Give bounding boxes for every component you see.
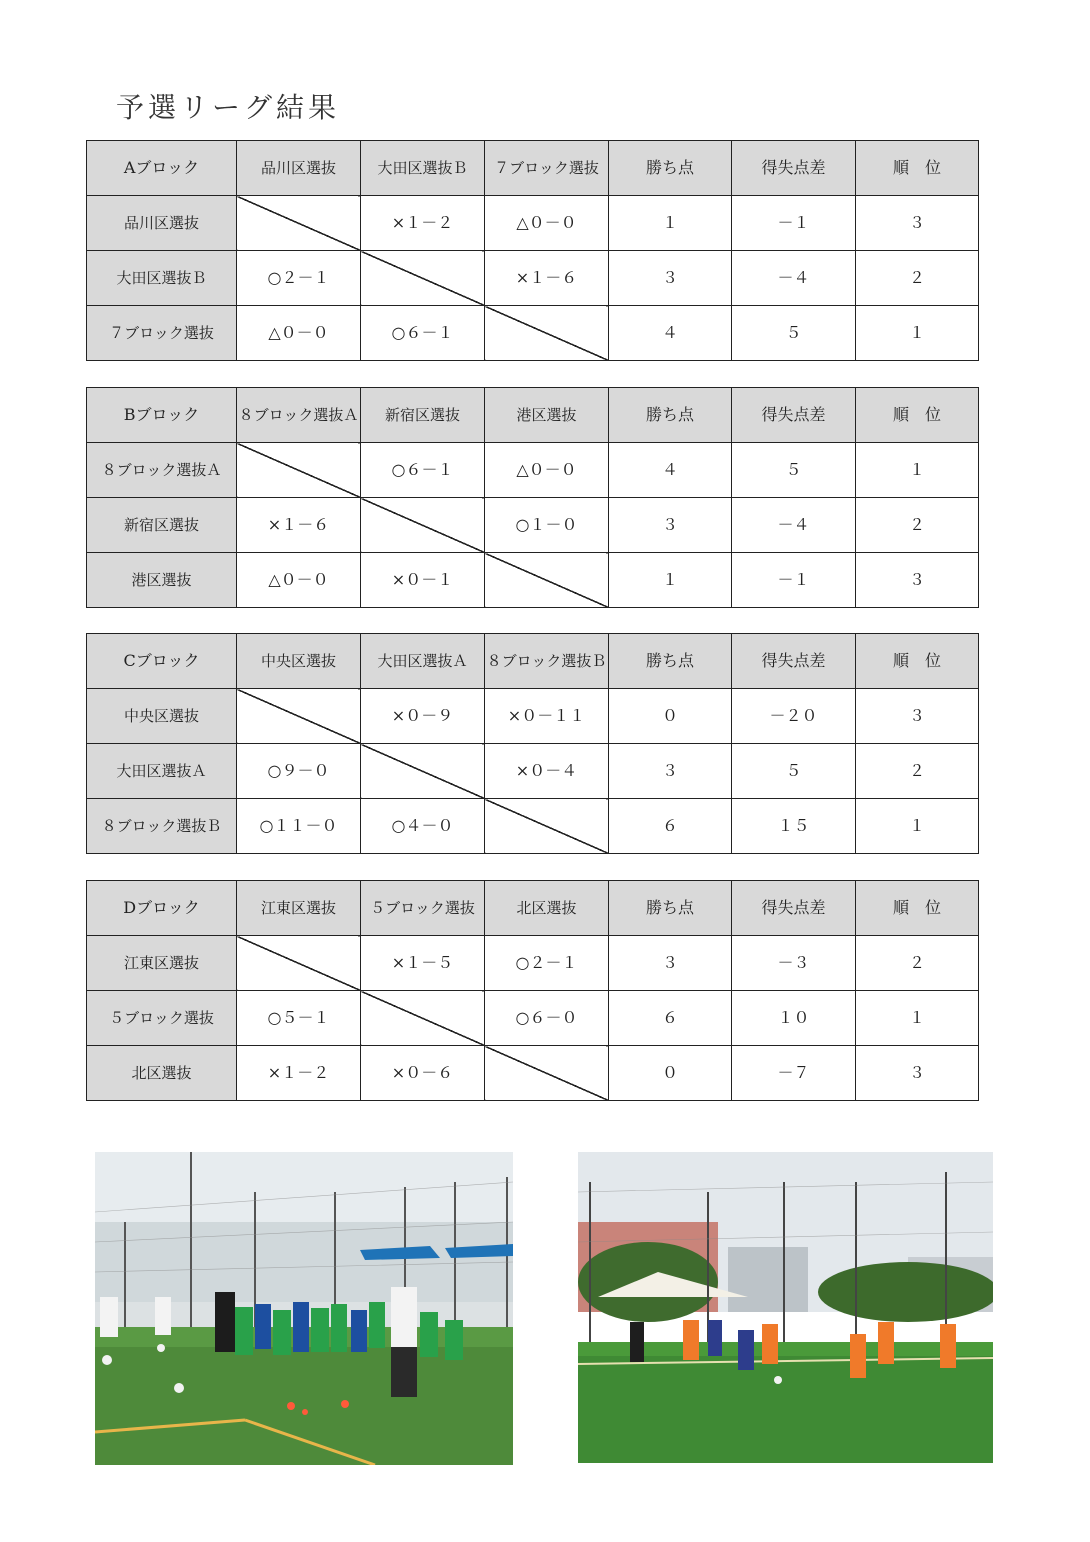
points-cell: ３: [609, 744, 732, 799]
stat-header: 勝ち点: [609, 634, 732, 689]
rank-cell: ３: [856, 1046, 979, 1101]
goal-diff-cell: －４: [732, 251, 856, 306]
table-row: [87, 443, 979, 498]
match-result: ×１－６: [485, 251, 609, 306]
rank-cell: ２: [856, 251, 979, 306]
goal-diff-cell: ５: [732, 443, 856, 498]
match-result: ○９－０: [237, 744, 361, 799]
self-match-cell: [361, 251, 485, 306]
goal-diff-cell: －７: [732, 1046, 856, 1101]
match-result: ○４－０: [361, 799, 485, 854]
match-result: ×０－６: [361, 1046, 485, 1101]
rank-cell: ２: [856, 936, 979, 991]
opponent-header: 新宿区選抜: [361, 388, 485, 443]
table-row: [87, 196, 979, 251]
points-cell: ３: [609, 498, 732, 553]
points-cell: ３: [609, 251, 732, 306]
stat-header: 順 位: [856, 388, 979, 443]
block-name: Cブロック: [87, 634, 237, 689]
opponent-header: 江東区選抜: [237, 881, 361, 936]
opponent-header: 中央区選抜: [237, 634, 361, 689]
block-table: [86, 633, 979, 854]
goal-diff-cell: －３: [732, 936, 856, 991]
rank-cell: ３: [856, 196, 979, 251]
self-match-cell: [361, 991, 485, 1046]
goal-diff-cell: １０: [732, 991, 856, 1046]
match-result: ×１－２: [237, 1046, 361, 1101]
opponent-header: ８ブロック選抜Ｂ: [485, 634, 609, 689]
table-row: [87, 744, 979, 799]
stat-header: 勝ち点: [609, 141, 732, 196]
table-row: [87, 498, 979, 553]
goal-diff-cell: １５: [732, 799, 856, 854]
match-result: ×０－４: [485, 744, 609, 799]
table-row: [87, 936, 979, 991]
points-cell: ４: [609, 443, 732, 498]
match-result: ×１－５: [361, 936, 485, 991]
rank-cell: １: [856, 443, 979, 498]
match-result: ×１－２: [361, 196, 485, 251]
points-cell: ６: [609, 799, 732, 854]
match-result: ○１－０: [485, 498, 609, 553]
stat-header: 得失点差: [732, 388, 856, 443]
team-name: ８ブロック選抜Ｂ: [87, 799, 237, 854]
table-row: [87, 991, 979, 1046]
self-match-cell: [237, 936, 361, 991]
self-match-cell: [485, 306, 609, 361]
opponent-header: 大田区選抜Ｂ: [361, 141, 485, 196]
opponent-header: 北区選抜: [485, 881, 609, 936]
goal-diff-cell: －１: [732, 553, 856, 608]
goal-diff-cell: －４: [732, 498, 856, 553]
block-name: Aブロック: [87, 141, 237, 196]
block-name: Bブロック: [87, 388, 237, 443]
points-cell: ０: [609, 689, 732, 744]
self-match-cell: [237, 443, 361, 498]
block-table: [86, 387, 979, 608]
table-row: [87, 799, 979, 854]
points-cell: ０: [609, 1046, 732, 1101]
stat-header: 得失点差: [732, 141, 856, 196]
self-match-cell: [485, 553, 609, 608]
opponent-header: ８ブロック選抜Ａ: [237, 388, 361, 443]
rank-cell: ２: [856, 498, 979, 553]
stat-header: 得失点差: [732, 634, 856, 689]
goal-diff-cell: ５: [732, 744, 856, 799]
block-name: Dブロック: [87, 881, 237, 936]
team-name: 品川区選抜: [87, 196, 237, 251]
team-name: 北区選抜: [87, 1046, 237, 1101]
team-name: 大田区選抜Ａ: [87, 744, 237, 799]
match-result: ○５－１: [237, 991, 361, 1046]
team-name: 大田区選抜Ｂ: [87, 251, 237, 306]
self-match-cell: [361, 498, 485, 553]
table-row: [87, 306, 979, 361]
stat-header: 順 位: [856, 141, 979, 196]
team-name: 江東区選抜: [87, 936, 237, 991]
team-name: 中央区選抜: [87, 689, 237, 744]
self-match-cell: [361, 744, 485, 799]
photo-team-huddle: [95, 1152, 513, 1465]
opponent-header: 港区選抜: [485, 388, 609, 443]
self-match-cell: [485, 799, 609, 854]
stat-header: 順 位: [856, 881, 979, 936]
points-cell: ６: [609, 991, 732, 1046]
points-cell: ４: [609, 306, 732, 361]
opponent-header: 品川区選抜: [237, 141, 361, 196]
match-result: ○６－１: [361, 443, 485, 498]
opponent-header: 大田区選抜Ａ: [361, 634, 485, 689]
opponent-header: ７ブロック選抜: [485, 141, 609, 196]
rank-cell: ３: [856, 689, 979, 744]
match-result: ×１－６: [237, 498, 361, 553]
stat-header: 勝ち点: [609, 881, 732, 936]
rank-cell: １: [856, 306, 979, 361]
photo-match-play: [578, 1152, 993, 1463]
match-result: △０－０: [485, 443, 609, 498]
match-result: ×０－９: [361, 689, 485, 744]
points-cell: ３: [609, 936, 732, 991]
match-result: △０－０: [237, 553, 361, 608]
match-result: △０－０: [485, 196, 609, 251]
match-result: ×０－１: [361, 553, 485, 608]
table-row: [87, 689, 979, 744]
points-cell: １: [609, 196, 732, 251]
team-name: 新宿区選抜: [87, 498, 237, 553]
goal-diff-cell: －１: [732, 196, 856, 251]
rank-cell: ２: [856, 744, 979, 799]
team-name: ８ブロック選抜Ａ: [87, 443, 237, 498]
points-cell: １: [609, 553, 732, 608]
team-name: 港区選抜: [87, 553, 237, 608]
goal-diff-cell: ５: [732, 306, 856, 361]
page-title: 予選リーグ結果: [116, 91, 341, 124]
table-row: [87, 251, 979, 306]
rank-cell: １: [856, 991, 979, 1046]
match-result: ○２－１: [485, 936, 609, 991]
match-result: ○１１－０: [237, 799, 361, 854]
goal-diff-cell: －２０: [732, 689, 856, 744]
stat-header: 得失点差: [732, 881, 856, 936]
self-match-cell: [485, 1046, 609, 1101]
stat-header: 勝ち点: [609, 388, 732, 443]
table-row: [87, 1046, 979, 1101]
rank-cell: ３: [856, 553, 979, 608]
self-match-cell: [237, 689, 361, 744]
match-result: ×０－１１: [485, 689, 609, 744]
self-match-cell: [237, 196, 361, 251]
table-row: [87, 553, 979, 608]
match-result: ○２－１: [237, 251, 361, 306]
match-result: ○６－０: [485, 991, 609, 1046]
team-name: ５ブロック選抜: [87, 991, 237, 1046]
opponent-header: ５ブロック選抜: [361, 881, 485, 936]
block-table: [86, 880, 979, 1101]
rank-cell: １: [856, 799, 979, 854]
block-table: [86, 140, 979, 361]
match-result: △０－０: [237, 306, 361, 361]
match-result: ○６－１: [361, 306, 485, 361]
team-name: ７ブロック選抜: [87, 306, 237, 361]
stat-header: 順 位: [856, 634, 979, 689]
